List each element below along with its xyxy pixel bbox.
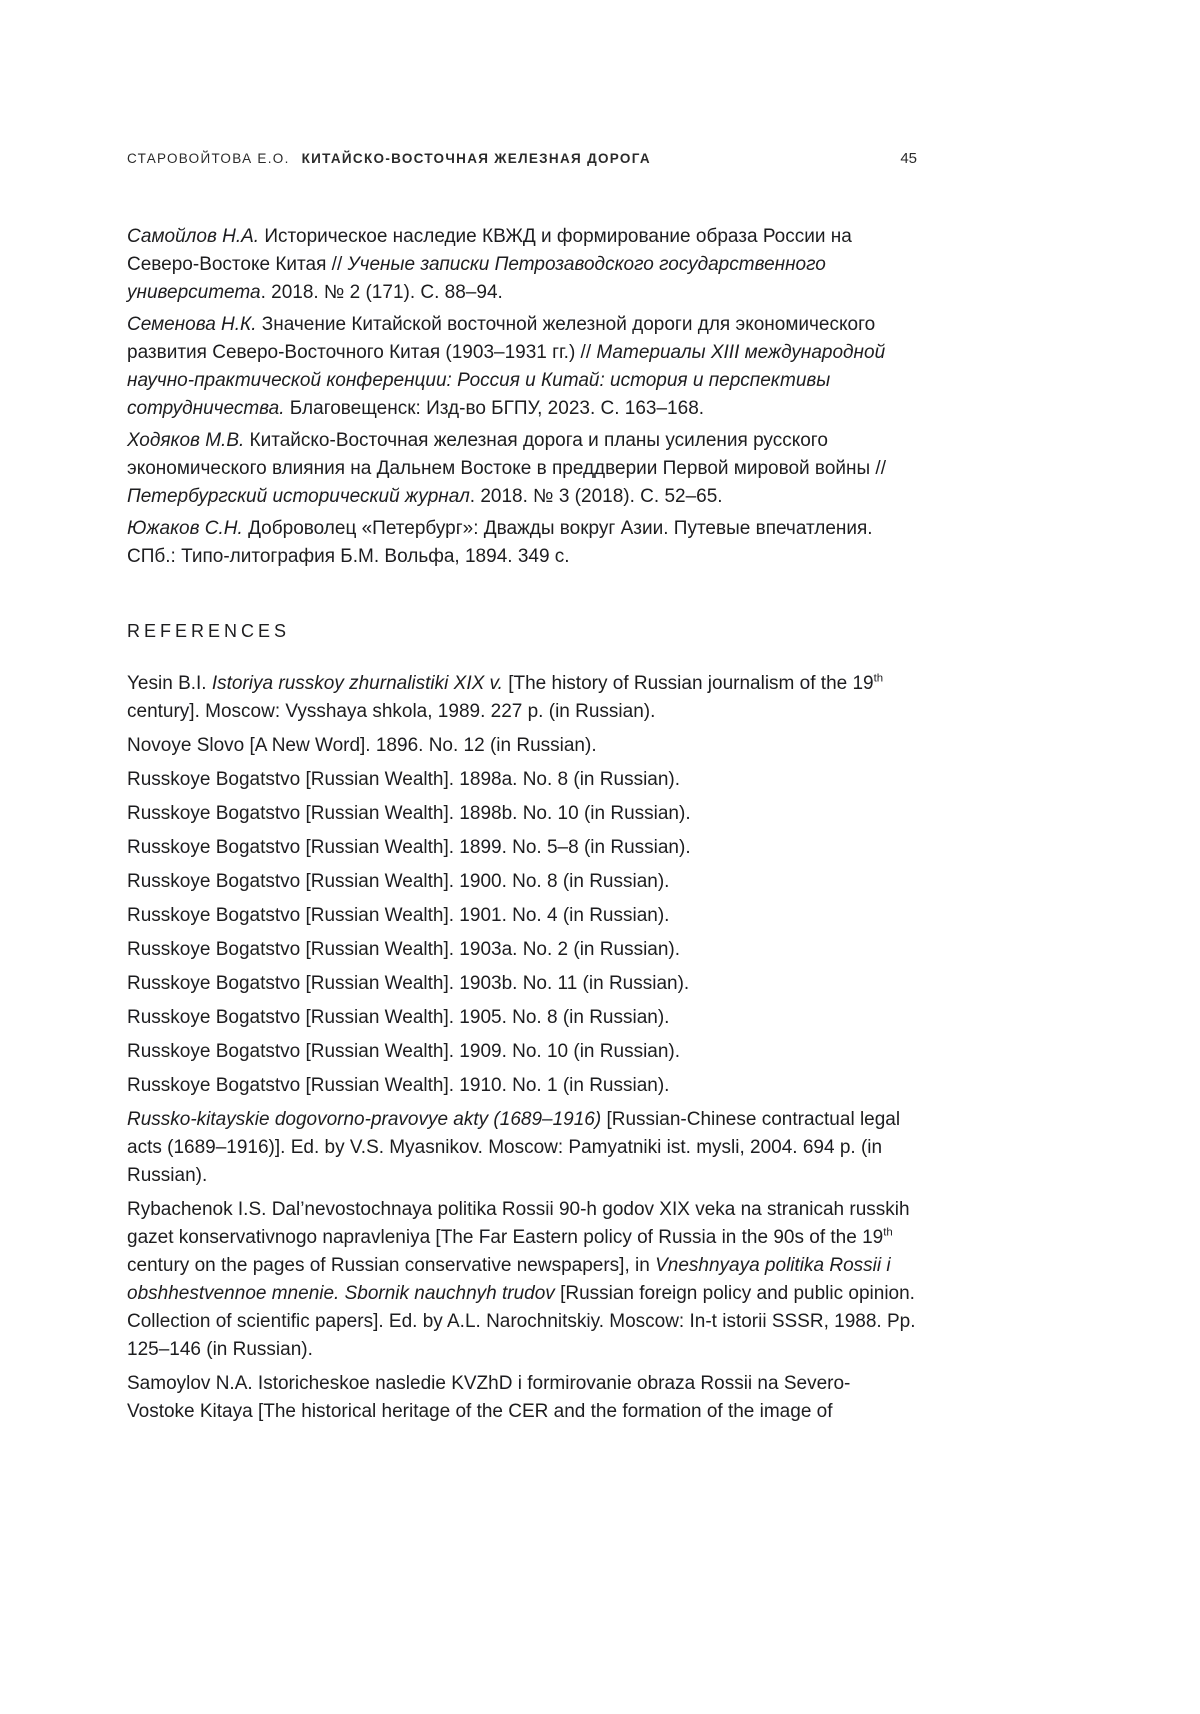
text-segment: century]. Moscow: Vysshaya shkola, 1989. 227 p. (in Russian). bbox=[127, 701, 656, 722]
text-segment: Russkoye Bogatstvo [Russian Wealth]. 1898b. No. 10 (in Russian). bbox=[127, 803, 691, 824]
reference-entry bbox=[127, 223, 917, 307]
italic-segment: Vneshnyaya politika Rossii i obshhestvennoe mnenie. Sbornik nauchnyh trudov bbox=[127, 1255, 891, 1304]
italic-segment: Южаков С.Н. bbox=[127, 518, 243, 539]
text-segment: Russkoye Bogatstvo [Russian Wealth]. 1910. No. 1 (in Russian). bbox=[127, 1075, 670, 1096]
text-segment: Novoye Slovo [A New Word]. 1896. No. 12 (in Russian). bbox=[127, 735, 597, 756]
italic-segment: Самойлов Н.А. bbox=[127, 226, 260, 247]
reference-entry bbox=[127, 1196, 917, 1364]
reference-entry bbox=[127, 670, 917, 726]
reference-entry bbox=[127, 800, 917, 828]
italic-segment: Russko-kitayskie dogovorno-pravovye akty (1689–1916) bbox=[127, 1109, 602, 1130]
references-section-heading: REFERENCES bbox=[127, 621, 291, 641]
reference-entry bbox=[127, 936, 917, 964]
reference-entry bbox=[127, 766, 917, 794]
italic-segment: Петербургский исторический журнал bbox=[127, 486, 470, 507]
text-segment: century on the pages of Russian conservative newspapers], in bbox=[127, 1255, 656, 1276]
reference-entry bbox=[127, 970, 917, 998]
text-segment: . 2018. № 2 (171). С. 88–94. bbox=[260, 282, 503, 303]
text-segment: Russkoye Bogatstvo [Russian Wealth]. 1901. No. 4 (in Russian). bbox=[127, 905, 670, 926]
italic-segment: Материалы XIII международной научно-практической конференции: Россия и Китай: история и перспективы сотрудничества. bbox=[127, 342, 886, 419]
text-segment: [Russian foreign policy and public opinion. Collection of scientific papers]. Ed. by A.L. Narochnitskiy. Moscow: In-t istorii SSSR, 1988. Pp. 125–146 (in Russian). bbox=[127, 1283, 916, 1360]
text-segment: Russkoye Bogatstvo [Russian Wealth]. 1899. No. 5–8 (in Russian). bbox=[127, 837, 691, 858]
reference-entry bbox=[127, 834, 917, 862]
text-segment: Доброволец «Петербург»: Дважды вокруг Азии. Путевые впечатления. СПб.: Типо-литография Б.М. Вольфа, 1894. 349 с. bbox=[127, 518, 873, 567]
page-header bbox=[127, 150, 917, 167]
text-segment: [The history of Russian journalism of the 19 bbox=[502, 673, 874, 694]
text-segment: Значение Китайской восточной железной дороги для экономического развития Северо-Восточного Китая (1903–1931 гг.) // bbox=[127, 314, 876, 363]
running-title bbox=[127, 151, 651, 166]
text-segment: Rybachenok I.S. Dal’nevostochnaya politika Rossii 90-h godov XIX veka na stranicah russkih gazet konservativnogo napravleniya [The Far Eastern policy of Russia in the 90s of the 19 bbox=[127, 1199, 910, 1248]
text-segment: Russkoye Bogatstvo [Russian Wealth]. 1898a. No. 8 (in Russian). bbox=[127, 769, 681, 790]
superscript-segment: th bbox=[873, 672, 884, 685]
text-segment: Russkoye Bogatstvo [Russian Wealth]. 1905. No. 8 (in Russian). bbox=[127, 1007, 670, 1028]
english-references-list bbox=[127, 670, 917, 1426]
reference-entry bbox=[127, 1072, 917, 1100]
text-segment: Russkoye Bogatstvo [Russian Wealth]. 1900. No. 8 (in Russian). bbox=[127, 871, 670, 892]
reference-entry bbox=[127, 515, 917, 571]
reference-entry bbox=[127, 1004, 917, 1032]
text-segment: Историческое наследие КВЖД и формирование образа России на Северо-Востоке Китая // bbox=[127, 226, 852, 275]
reference-entry bbox=[127, 1038, 917, 1066]
text-segment: Благовещенск: Изд-во БГПУ, 2023. С. 163–168. bbox=[284, 398, 705, 419]
reference-entry bbox=[127, 732, 917, 760]
reference-entry bbox=[127, 902, 917, 930]
bibliography-content bbox=[127, 223, 917, 1426]
italic-segment: Семенова Н.К. bbox=[127, 314, 257, 335]
russian-references-list bbox=[127, 223, 917, 571]
text-segment: Китайско-Восточная железная дорога и планы усиления русского экономического влияния на Дальнем Востоке в преддверии Первой мировой войны // bbox=[127, 430, 886, 479]
page-number: 45 bbox=[900, 150, 917, 167]
reference-entry bbox=[127, 427, 917, 511]
italic-segment: Istoriya russkoy zhurnalistiki XIX v. bbox=[211, 673, 503, 694]
italic-segment: Ученые записки Петрозаводского государственного университета bbox=[127, 254, 826, 303]
reference-entry bbox=[127, 868, 917, 896]
text-segment: Russkoye Bogatstvo [Russian Wealth]. 1903b. No. 11 (in Russian). bbox=[127, 973, 690, 994]
reference-entry bbox=[127, 1370, 917, 1426]
text-segment: Samoylov N.A. Istoricheskoe nasledie KVZhD i formirovanie obraza Rossii na Severo-Vostoke Kitaya [The historical heritage of the CER and the formation of the image of bbox=[127, 1373, 851, 1422]
reference-entry bbox=[127, 1106, 917, 1190]
text-segment: Russkoye Bogatstvo [Russian Wealth]. 1903a. No. 2 (in Russian). bbox=[127, 939, 681, 960]
text-segment: [Russian-Chinese contractual legal acts (1689–1916)]. Ed. by V.S. Myasnikov. Moscow: Pamyatniki ist. mysli, 2004. 694 p. (in Russian). bbox=[127, 1109, 901, 1186]
superscript-segment: th bbox=[883, 1226, 893, 1239]
italic-segment: Ходяков М.В. bbox=[127, 430, 245, 451]
reference-entry bbox=[127, 311, 917, 423]
text-segment: Yesin B.I. bbox=[127, 673, 212, 694]
header-article-title: КИТАЙСКО-ВОСТОЧНАЯ ЖЕЛЕЗНАЯ ДОРОГА bbox=[301, 151, 651, 166]
text-segment: Russkoye Bogatstvo [Russian Wealth]. 1909. No. 10 (in Russian). bbox=[127, 1041, 681, 1062]
text-segment: . 2018. № 3 (2018). С. 52–65. bbox=[469, 486, 723, 507]
header-author: СТАРОВОЙТОВА Е.О. bbox=[127, 151, 290, 166]
